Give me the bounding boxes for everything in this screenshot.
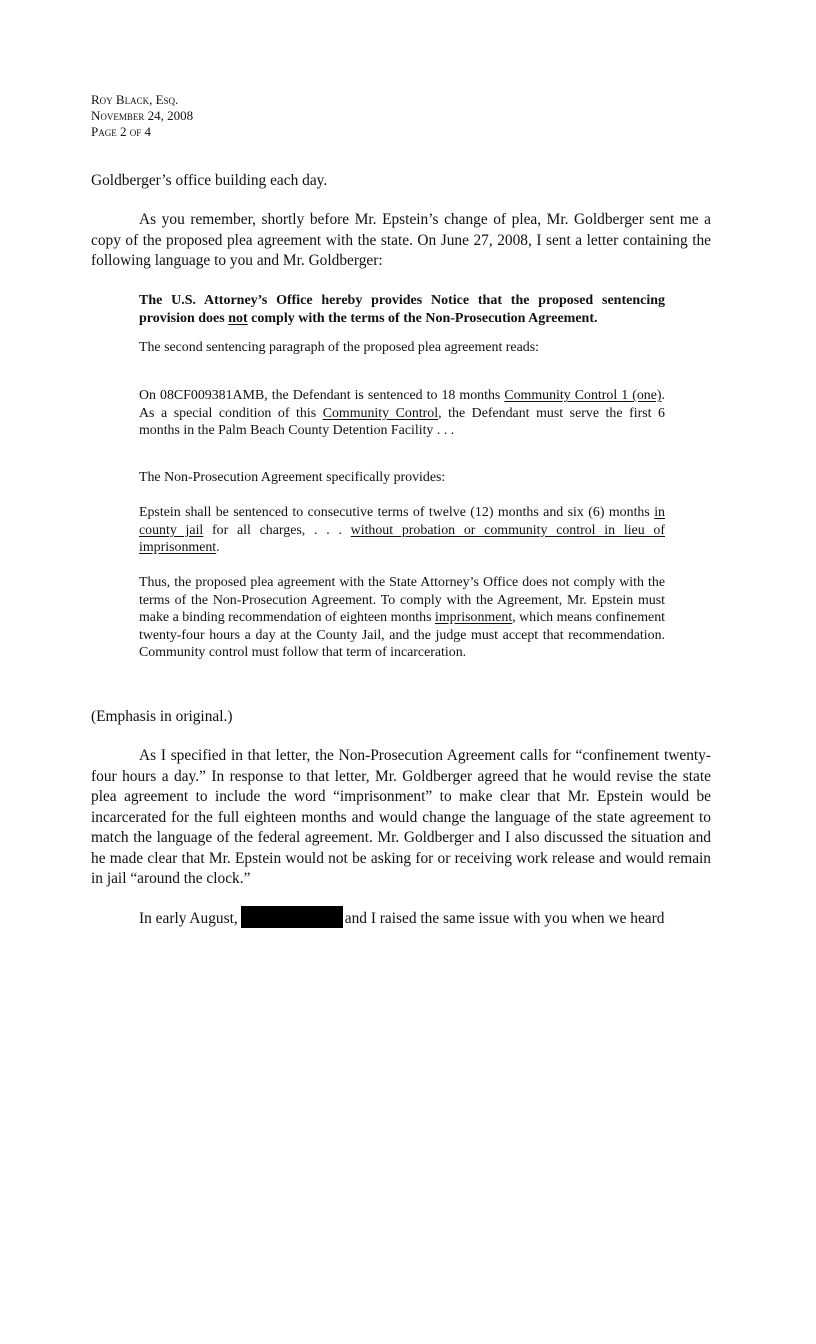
quote-notice-text-end: comply with the terms of the Non-Prosecution Agreement. (247, 310, 598, 326)
paragraph-plea-letter: As you remember, shortly before Mr. Epstein’s change of plea, Mr. Goldberger sent me a copy of the proposed plea agreement with the state. On June 27, 2008, I sent a letter containing the following language to you and Mr. Goldberger: (91, 211, 711, 269)
quote-notice-emphasis: not (228, 310, 248, 326)
quote-second-paragraph: The second sentencing paragraph of the proposed plea agreement reads: (139, 340, 539, 355)
quote-npa-provision (139, 504, 665, 557)
continuation-paragraph: Goldberger’s office building each day. (91, 172, 328, 189)
quote-plea-text-2: . As a special condition of this (139, 388, 665, 421)
quote-npa-intro: The Non-Prosecution Agreement specifically provides: (139, 470, 446, 485)
quote-conclusion-text: Thus, the proposed plea agreement with the State Attorney’s Office does not comply with the terms of the Non-Prosecution Agreement. To comply with the Agreement, Mr. Epstein must make a binding recommendation of eighteen months (139, 575, 665, 625)
quote-plea-text-3: , the Defendant must serve the first 6 months in the Palm Beach County Detention Facility . . . (139, 405, 665, 438)
date-line: November 24, 2008 (91, 108, 194, 123)
recipient-line: Roy Black, Esq. (91, 92, 179, 107)
quote-conclusion (139, 574, 665, 662)
paragraph-confinement: As I specified in that letter, the Non-Prosecution Agreement calls for “confinement twenty-four hours a day.” In response to that letter, Mr. Goldberger agreed that he would revise the state plea agreement to include the word “imprisonment” to make clear that Mr. Epstein would be incarcerated for the full eighteen months and would change the language of the state agreement to match the language of the federal agreement. Mr. Goldberger and I also discussed the situation and he made clear that Mr. Epstein would not be asking for or receiving work release and would remain in jail “around the clock.” (91, 747, 711, 887)
quote-conclusion-text-2: , which means confinement twenty-four hours a day at the County Jail, and the judge must accept that recommendation. Community control must follow that term of incarceration. (139, 610, 665, 660)
early-august-text-2: and I raised the same issue with you when we heard (344, 910, 665, 927)
quote-npa-underline-1: in county jail (139, 505, 665, 538)
paragraph-early-august (91, 906, 711, 930)
emphasis-note: (Emphasis in original.) (91, 708, 233, 725)
quote-npa-text: Epstein shall be sentenced to consecutive terms of twelve (12) months and six (6) months (139, 505, 655, 520)
letter-header (91, 92, 193, 140)
redaction-block (241, 906, 343, 928)
quote-plea-underline-1: Community Control 1 (one) (504, 388, 662, 403)
quote-npa-underline-2: without probation or community control in lieu of imprisonment (139, 522, 665, 555)
quote-plea-provision (139, 387, 665, 440)
quote-notice (139, 292, 665, 327)
quote-npa-text-2: for all charges, . . . (203, 522, 351, 538)
quote-plea-text: On 08CF009381AMB, the Defendant is sentenced to 18 months (139, 388, 505, 403)
quote-notice-text: The U.S. Attorney’s Office hereby provides Notice that the proposed sentencing provision does (139, 293, 665, 326)
page-number-line: Page 2 of 4 (91, 124, 151, 139)
early-august-text: In early August, (139, 910, 238, 927)
quote-plea-underline-2: Community Control (322, 405, 439, 421)
quote-conclusion-underline: imprisonment (435, 610, 513, 625)
quote-npa-text-3: . (216, 540, 220, 555)
